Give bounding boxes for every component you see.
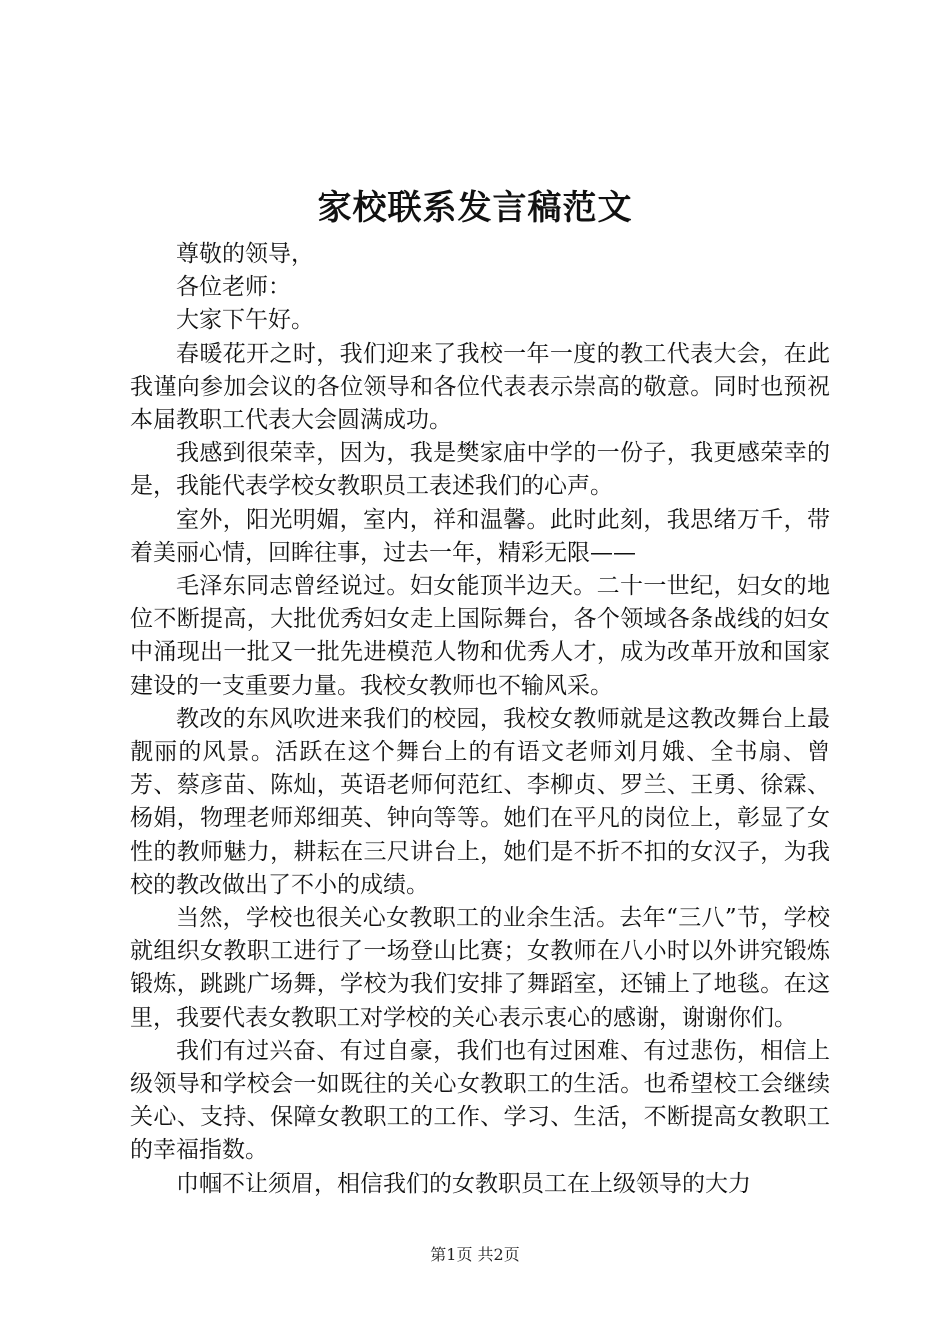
paragraph: 巾帼不让须眉，相信我们的女教职员工在上级领导的大力 <box>176 1170 751 1197</box>
paragraph: 我感到很荣幸，因为，我是樊家庙中学的一份子，我更感荣幸的是，我能代表学校女教职员工表述我们的心声。 <box>130 440 830 500</box>
paragraph: 毛泽东同志曾经说过。妇女能顶半边天。二十一世纪，妇女的地位不断提高，大批优秀妇女走上国际舞台，各个领域各条战线的妇女中涌现出一批又一批先进模范人物和优秀人才，成为改革开放和国家建设的一支重要力量。我校女教师也不输风采。 <box>130 573 830 699</box>
paragraph: 春暖花开之时，我们迎来了我校一年一度的教工代表大会，在此我谨向参加会议的各位领导和各位代表表示崇高的敬意。同时也预祝本届教职工代表大会圆满成功。 <box>130 340 830 434</box>
paragraph: 教改的东风吹进来我们的校园，我校女教师就是这教改舞台上最靓丽的风景。活跃在这个舞台上的有语文老师刘月娥、全书扇、曾芳、蔡彦苗、陈灿，英语老师何范红、李柳贞、罗兰、王勇、徐霖、杨娟，物理老师郑细英、钟向等等。她们在平凡的岗位上，彰显了女性的教师魅力，耕耘在三尺讲台上，她们是不折不扣的女汉子，为我校的教改做出了不小的成绩。 <box>130 705 830 898</box>
page-footer: 第1页 共2页 <box>430 1245 520 1264</box>
document-body <box>130 238 830 1201</box>
paragraph: 各位老师： <box>176 274 291 301</box>
paragraph: 大家下午好。 <box>176 307 314 334</box>
paragraph: 当然，学校也很关心女教职工的业余生活。去年“三八”节，学校就组织女教职工进行了一场登山比赛；女教师在八小时以外讲究锻炼锻炼，跳跳广场舞，学校为我们安排了舞蹈室，还铺上了地毯。在这里，我要代表女教职工对学校的关心表示衷心的感谢，谢谢你们。 <box>130 905 830 1031</box>
paragraph: 室外，阳光明媚，室内，祥和温馨。此时此刻，我思绪万千，带着美丽心情，回眸往事，过去一年，精彩无限—— <box>130 506 830 566</box>
paragraph: 我们有过兴奋、有过自豪，我们也有过困难、有过悲伤，相信上级领导和学校会一如既往的关心女教职工的生活。也希望校工会继续关心、支持、保障女教职工的工作、学习、生活，不断提高女教职工的幸福指数。 <box>130 1037 830 1164</box>
paragraph: 尊敬的领导， <box>176 241 314 267</box>
document-title: 家校联系发言稿范文 <box>317 188 633 228</box>
